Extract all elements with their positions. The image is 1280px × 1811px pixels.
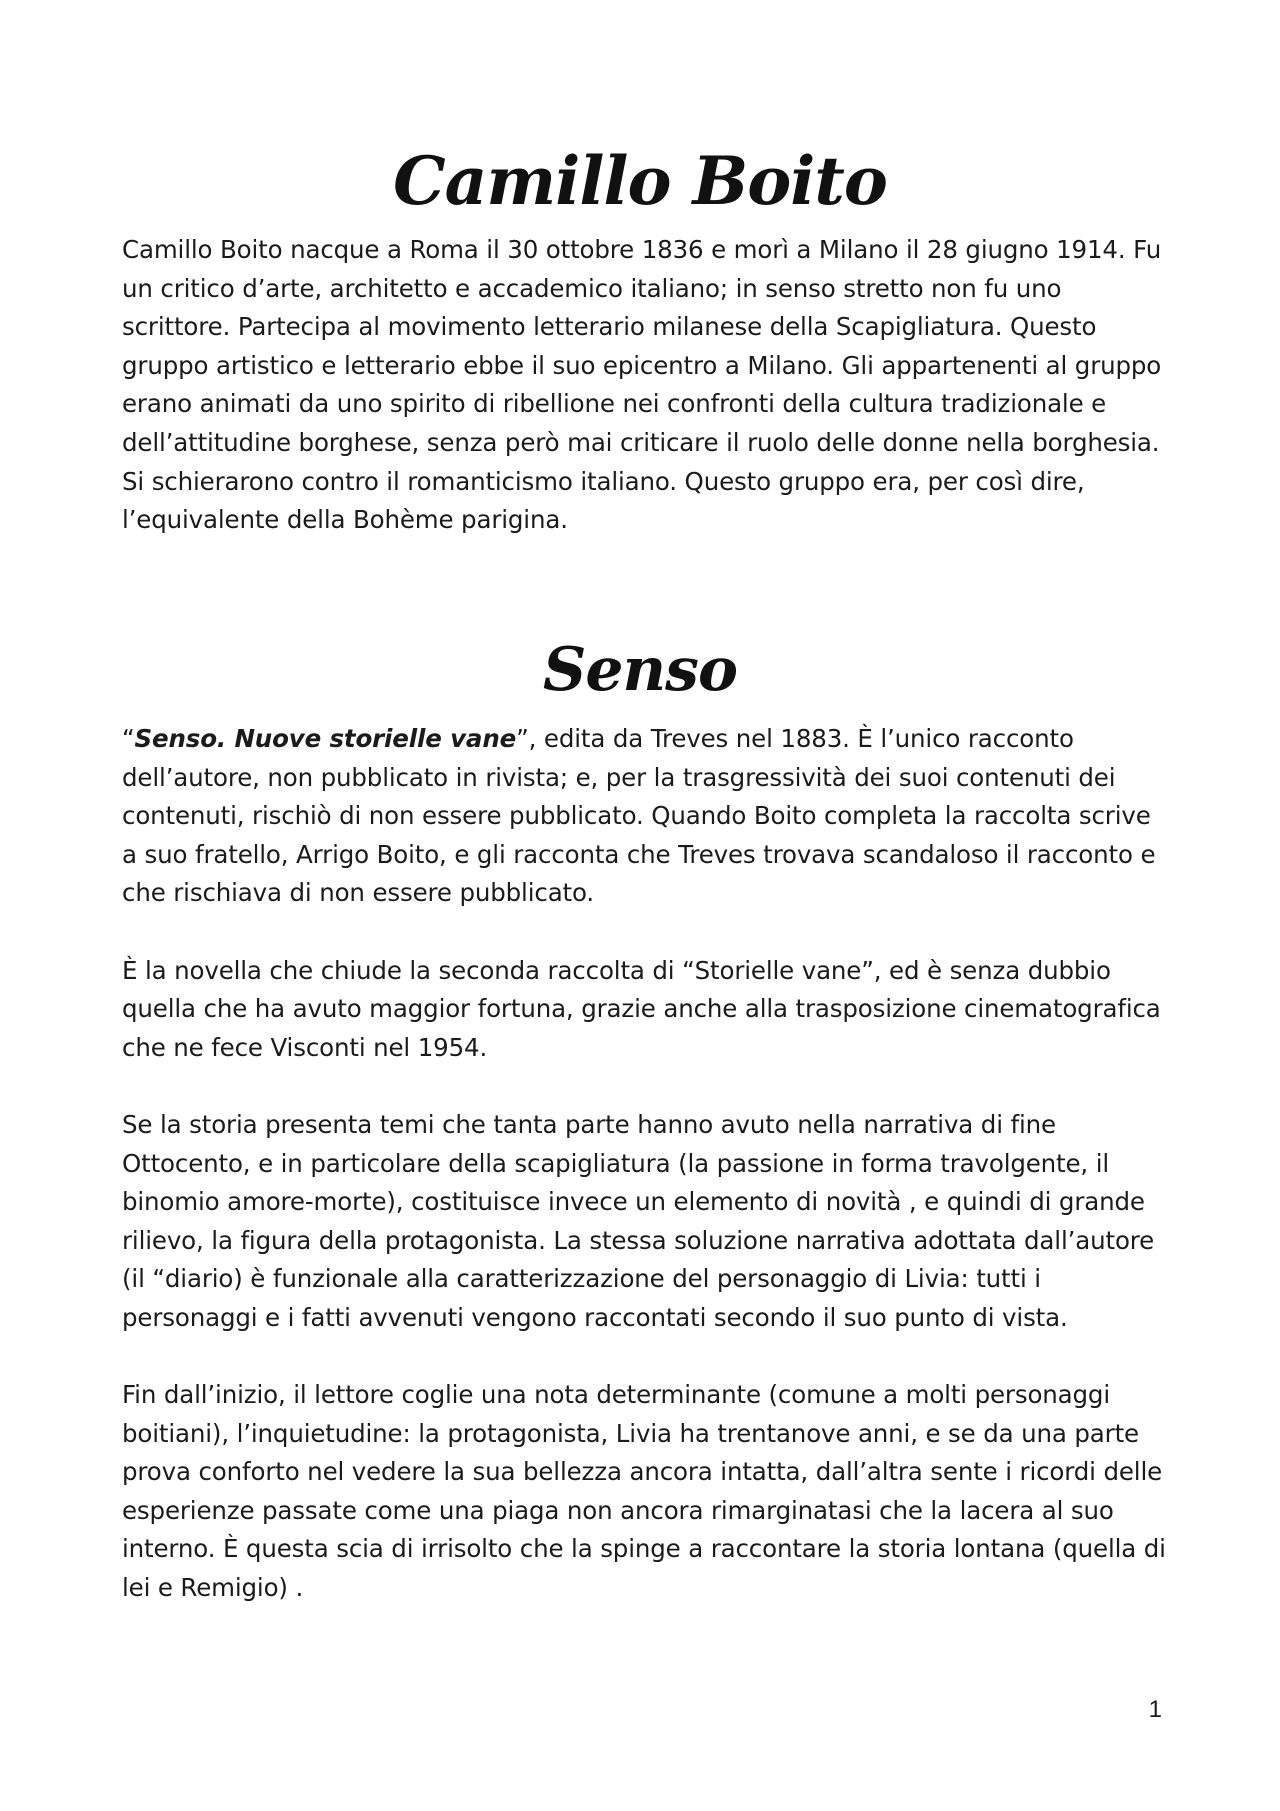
- intro-section: [122, 231, 1168, 540]
- senso-paragraph-2: È la novella che chiude la seconda raccolta di “Storielle vane”, ed è senza dubbio quella che ha avuto maggior fortuna, grazie anche alla trasposizione cinematografica che ne fece Visconti nel 1954.: [122, 955, 1161, 1062]
- work-title: Senso. Nuove storielle vane: [134, 724, 517, 753]
- page-title: Camillo Boito: [393, 142, 887, 220]
- senso-paragraph-3: Se la storia presenta temi che tanta parte hanno avuto nella narrativa di fine Ottocento, e in particolare della scapigliatura (la passione in forma travolgente, il binomio amore-morte), costituisce invece un elemento di novità , e quindi di grande rilievo, la figura della protagonista. La stessa soluzione narrativa adottata dall’autore (il “diario) è funzionale alla caratterizzazione del personaggio di Livia: tutti i personaggi e i fatti avvenuti vengono raccontati secondo il suo punto di vista.: [122, 1109, 1155, 1332]
- paragraph-1-text: ”, edita da Treves nel 1883. È l’unico racconto dell’autore, non pubblicato in rivista; e, per la trasgressività dei suoi contenuti dei contenuti, rischiò di non essere pubblicato. Quando Boito completa la raccolta scrive a suo fratello, Arrigo Boito, e gli racconta che Treves trovava scandaloso il racconto e che rischiava di non essere pubblicato.: [122, 724, 1156, 908]
- senso-paragraph-4: Fin dall’inizio, il lettore coglie una nota determinante (comune a molti personaggi boitiani), l’inquietudine: la protagonista, Livia ha trentanove anni, e se da una parte prova conforto nel vedere la sua bellezza ancora intatta, dall’altra sente i ricordi delle esperienze passate come una piaga non ancora rimarginatasi che la lacera al suo interno. È questa scia di irrisolto che la spinge a raccontare la storia lontana (quella di lei e Remigio) .: [122, 1380, 1166, 1603]
- senso-paragraph-1: [122, 720, 1168, 913]
- page-number: 1: [1148, 1696, 1162, 1723]
- open-quote: “: [122, 724, 135, 753]
- senso-section: [122, 720, 1168, 1608]
- section-title: Senso: [543, 635, 737, 705]
- intro-paragraph: Camillo Boito nacque a Roma il 30 ottobre 1836 e morì a Milano il 28 giugno 1914. Fu un critico d’arte, architetto e accademico italiano; in senso stretto non fu uno scrittore. Partecipa al movimento letterario milanese della Scapigliatura. Questo gruppo artistico e letterario ebbe il suo epicentro a Milano. Gli appartenenti al gruppo erano animati da uno spirito di ribellione nei confronti della cultura tradizionale e dell’attitudine borghese, senza però mai criticare il ruolo delle donne nella borghesia. Si schierarono contro il romanticismo italiano. Questo gruppo era, per così dire, l’equivalente della Bohème parigina.: [122, 235, 1162, 535]
